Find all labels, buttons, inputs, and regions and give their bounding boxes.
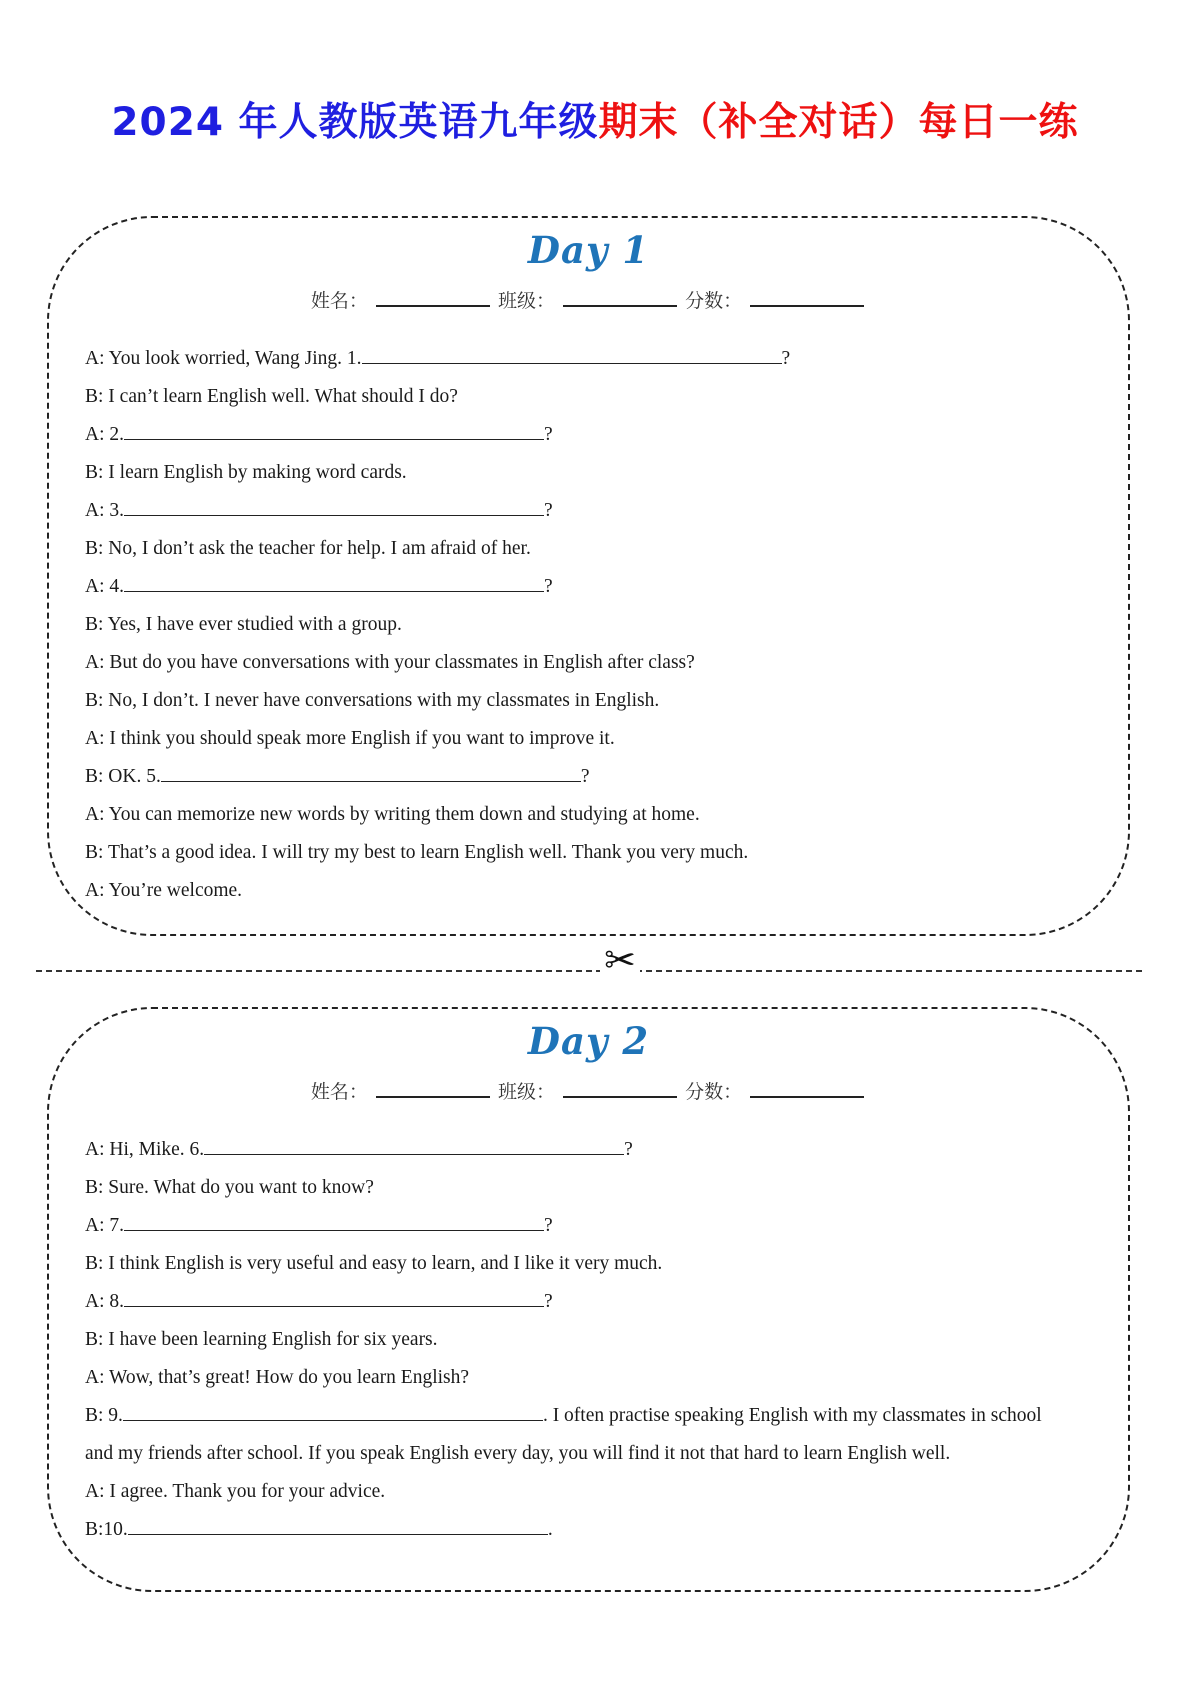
name-label: 姓名：: [310, 1081, 368, 1103]
day1-info-row: [49, 286, 1128, 313]
answer-blank[interactable]: [124, 1214, 544, 1231]
dialogue-line: A: Wow, that’s great! How do you learn English?: [85, 1367, 470, 1388]
day1-heading: Day 1: [527, 228, 650, 272]
dialogue-line: B: I can’t learn English well. What should I do?: [85, 386, 458, 407]
score-label: 分数：: [685, 290, 743, 312]
day1-dialogue: [85, 340, 1105, 910]
day2-heading: Day 2: [527, 1019, 650, 1063]
class-field[interactable]: [563, 291, 677, 307]
dialogue-line: A: 4. ?: [85, 576, 553, 597]
dialogue-line: B: No, I don’t ask the teacher for help. I am afraid of her.: [85, 538, 531, 559]
class-label: 班级：: [497, 1081, 555, 1103]
name-field[interactable]: [376, 291, 490, 307]
day2-info-row: [49, 1077, 1128, 1104]
dialogue-line: A: Hi, Mike. 6. ?: [85, 1139, 633, 1160]
dialogue-line: A: You can memorize new words by writing them down and studying at home.: [85, 804, 700, 825]
answer-blank[interactable]: [124, 575, 544, 592]
day2-dialogue: [85, 1131, 1105, 1549]
dialogue-line: and my friends after school. If you speak English every day, you will find it not that hard to learn English well.: [85, 1443, 951, 1464]
dialogue-line: A: 8. ?: [85, 1291, 553, 1312]
dialogue-line: B: I think English is very useful and easy to learn, and I like it very much.: [85, 1253, 663, 1274]
answer-blank[interactable]: [124, 1290, 544, 1307]
dialogue-line: A: 3. ?: [85, 500, 553, 521]
answer-blank[interactable]: [124, 499, 544, 516]
dialogue-line: A: I agree. Thank you for your advice.: [85, 1481, 386, 1502]
day2-card: [47, 1007, 1130, 1592]
answer-blank[interactable]: [362, 347, 782, 364]
score-field[interactable]: [750, 291, 864, 307]
answer-blank[interactable]: [128, 1518, 548, 1535]
title-blue-part: 2024 年人教版英语九年级: [111, 100, 599, 145]
cut-line: [36, 970, 1142, 972]
dialogue-line: B: I learn English by making word cards.: [85, 462, 407, 483]
dialogue-line: A: I think you should speak more English if you want to improve it.: [85, 728, 615, 749]
dialogue-line: A: 7. ?: [85, 1215, 553, 1236]
dialogue-line: B: 9. . I often practise speaking English with my classmates in school: [85, 1405, 1042, 1426]
score-field[interactable]: [750, 1082, 864, 1098]
dialogue-line: B: No, I don’t. I never have conversations with my classmates in English.: [85, 690, 660, 711]
name-label: 姓名：: [310, 290, 368, 312]
dialogue-line: A: 2. ?: [85, 424, 553, 445]
answer-blank[interactable]: [123, 1404, 543, 1421]
scissors-icon: ✂: [600, 940, 640, 980]
day1-card: [47, 216, 1130, 936]
dialogue-line: B: I have been learning English for six years.: [85, 1329, 438, 1350]
name-field[interactable]: [376, 1082, 490, 1098]
dialogue-line: B:10. .: [85, 1519, 553, 1540]
answer-blank[interactable]: [124, 423, 544, 440]
dialogue-line: B: That’s a good idea. I will try my best to learn English well. Thank you very much.: [85, 842, 749, 863]
class-label: 班级：: [497, 290, 555, 312]
answer-blank[interactable]: [161, 765, 581, 782]
dialogue-line: A: You look worried, Wang Jing. 1. ?: [85, 348, 791, 369]
class-field[interactable]: [563, 1082, 677, 1098]
dialogue-line: B: Yes, I have ever studied with a group.: [85, 614, 402, 635]
dialogue-line: B: Sure. What do you want to know?: [85, 1177, 374, 1198]
title-red-part: 期末（补全对话）每日一练: [598, 100, 1079, 145]
dialogue-line: A: But do you have conversations with your classmates in English after class?: [85, 652, 695, 673]
dialogue-line: A: You’re welcome.: [85, 880, 243, 901]
page-title: [0, 93, 1190, 153]
answer-blank[interactable]: [204, 1138, 624, 1155]
score-label: 分数：: [685, 1081, 743, 1103]
dialogue-line: B: OK. 5. ?: [85, 766, 590, 787]
